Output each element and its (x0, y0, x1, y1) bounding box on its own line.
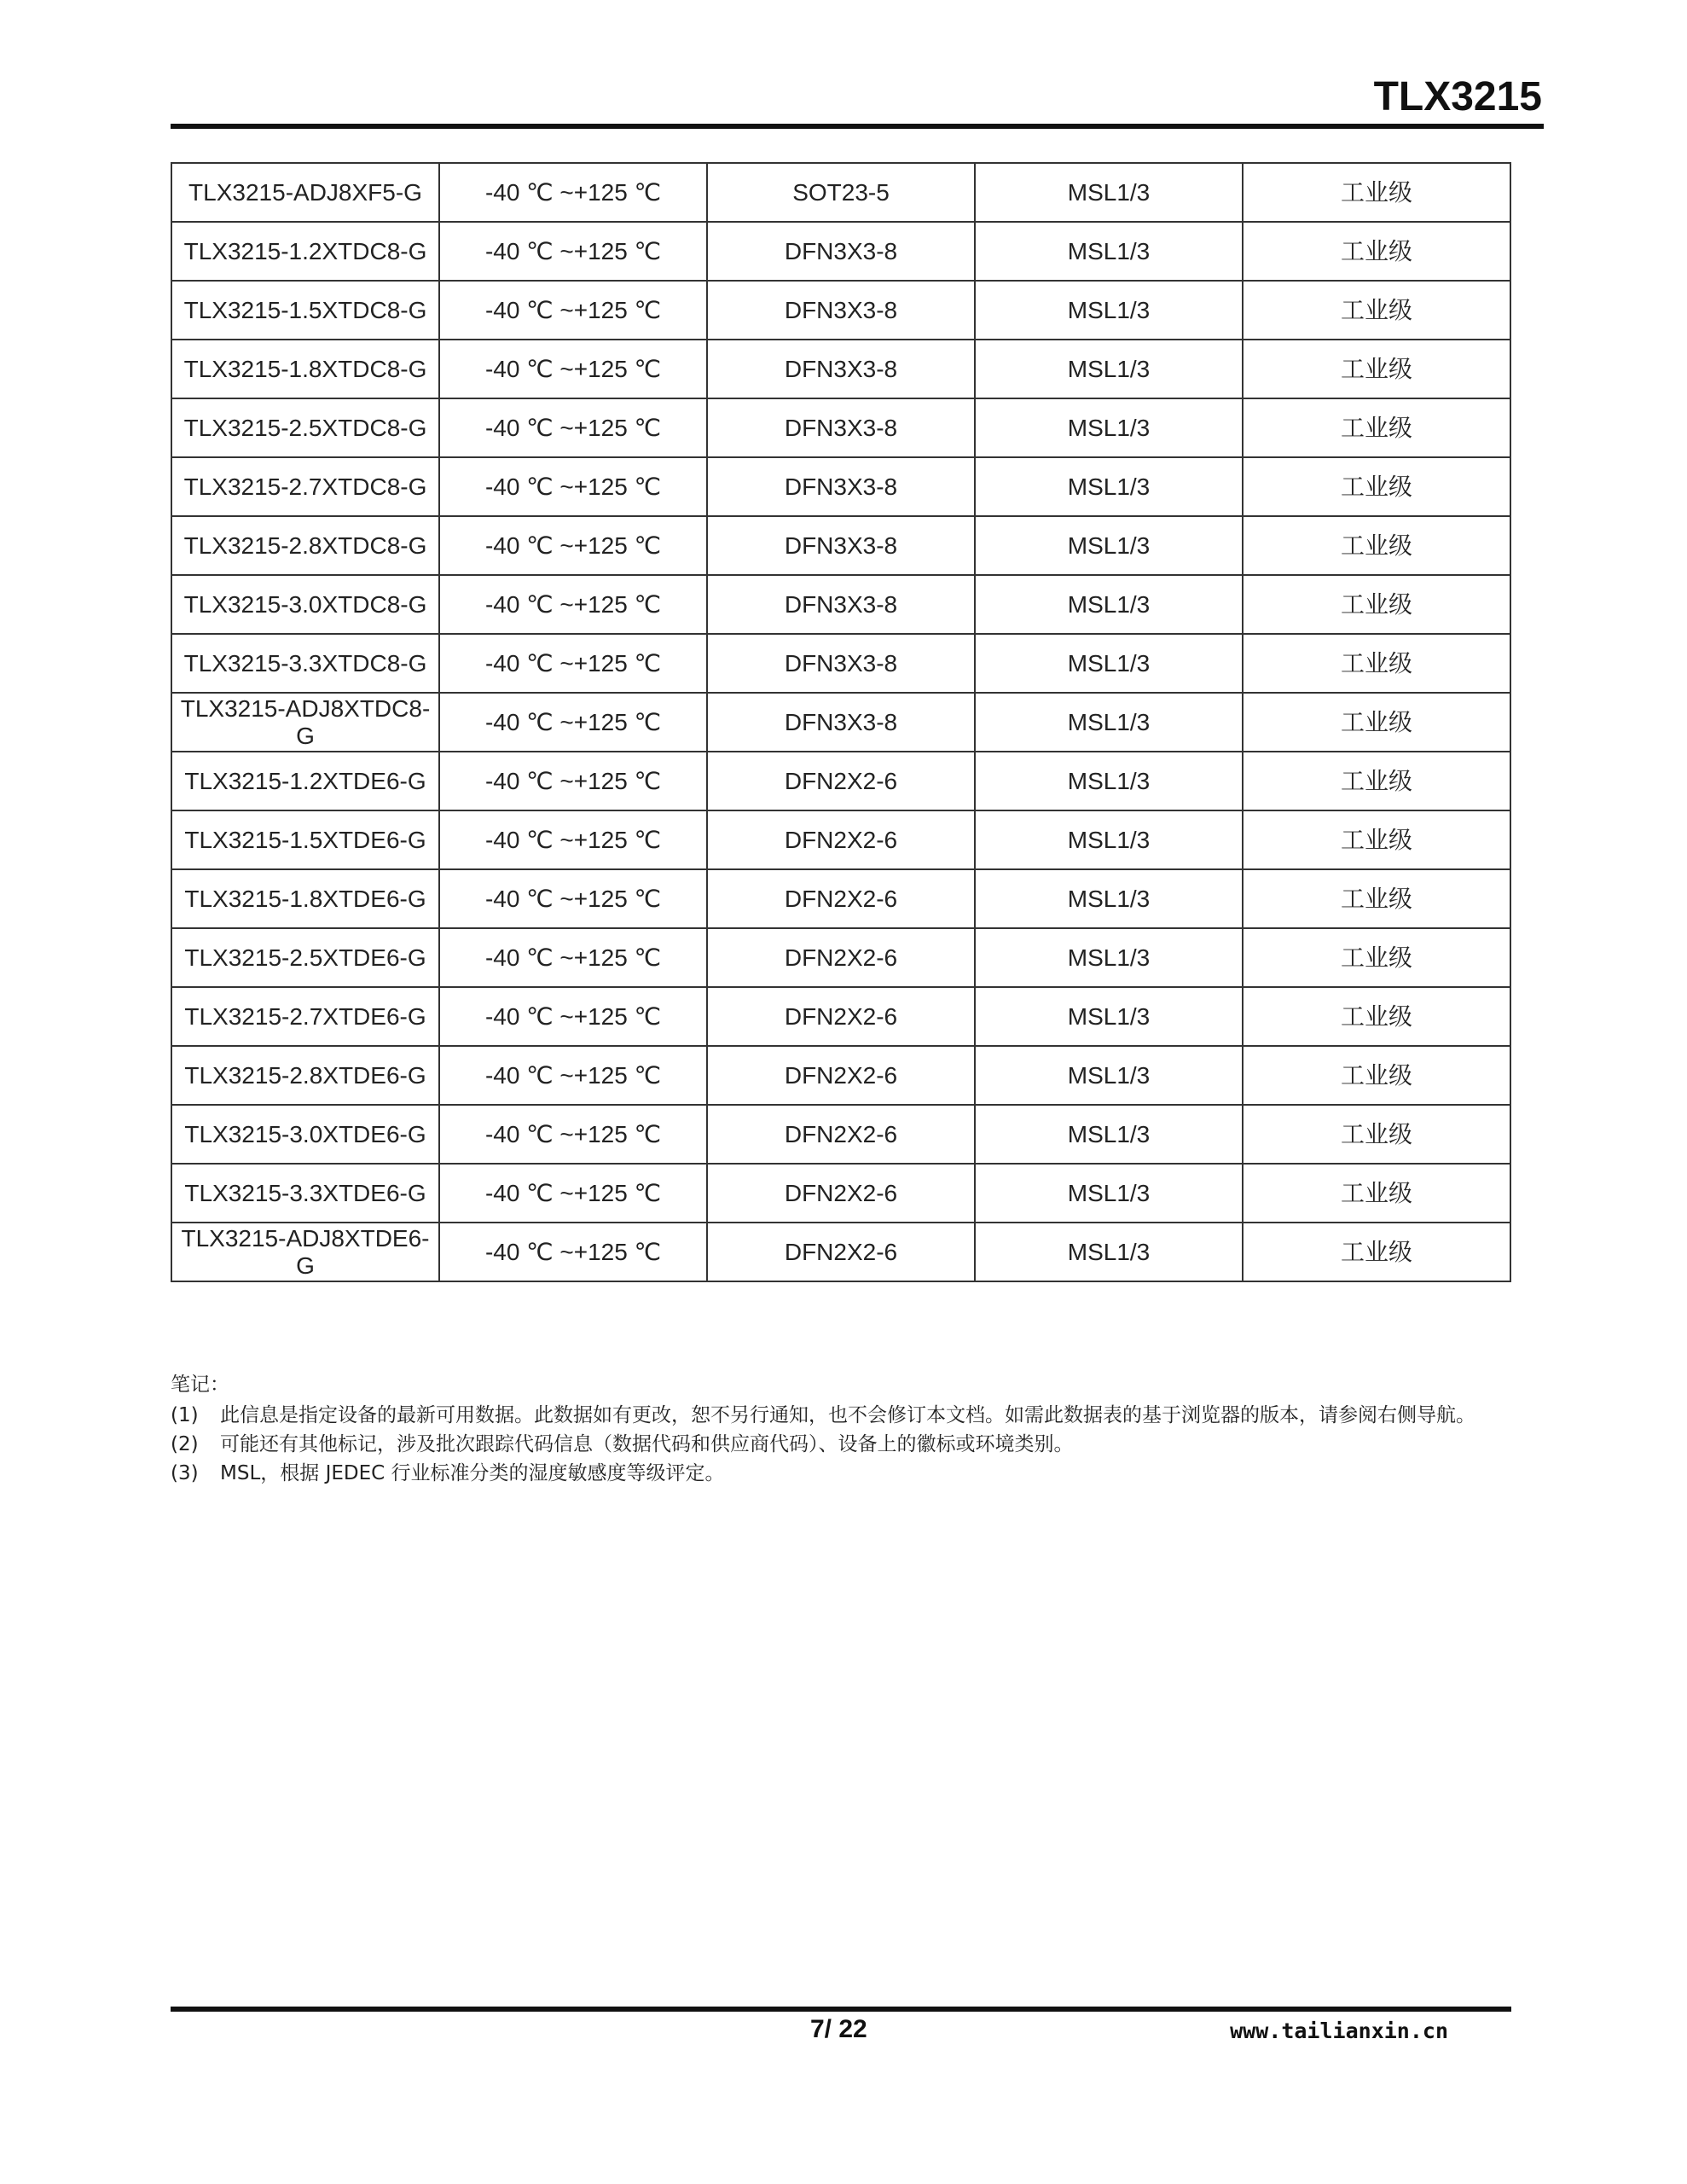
table-row (171, 810, 1510, 869)
note-text: 此信息是指定设备的最新可用数据。此数据如有更改，恕不另行通知，也不会修订本文档。如需此数据表的基于浏览器的版本，请参阅右侧导航。 (220, 1404, 1475, 1426)
temperature-range-cell: -40 ℃ ~+125 ℃ (439, 281, 707, 340)
grade-cell: 工业级 (1243, 457, 1510, 516)
part-number-cell: TLX3215-1.5XTDE6-G (171, 810, 439, 869)
grade-cell: 工业级 (1243, 1223, 1510, 1281)
note-number: (2) (171, 1433, 199, 1455)
package-cell: DFN3X3-8 (707, 398, 975, 457)
table-row (171, 634, 1510, 693)
table-row (171, 516, 1510, 575)
part-number-cell: TLX3215-1.5XTDC8-G (171, 281, 439, 340)
part-number-cell: TLX3215-2.8XTDE6-G (171, 1046, 439, 1105)
part-number-cell: TLX3215-2.7XTDC8-G (171, 457, 439, 516)
temperature-range-cell: -40 ℃ ~+125 ℃ (439, 693, 707, 752)
document-title: TLX3215 (1373, 74, 1542, 119)
package-cell: DFN2X2-6 (707, 987, 975, 1046)
website-url: www.tailianxin.cn (1230, 2018, 1448, 2043)
grade-cell: 工业级 (1243, 1105, 1510, 1164)
grade-cell: 工业级 (1243, 1164, 1510, 1223)
msl-cell: MSL1/3 (975, 398, 1243, 457)
grade-cell: 工业级 (1243, 340, 1510, 398)
table-row (171, 1046, 1510, 1105)
page-number: 7/ 22 (810, 2015, 867, 2043)
package-cell: DFN3X3-8 (707, 634, 975, 693)
footer-divider (171, 2007, 1511, 2012)
table-row (171, 1164, 1510, 1223)
part-number-cell: TLX3215-2.8XTDC8-G (171, 516, 439, 575)
msl-cell: MSL1/3 (975, 928, 1243, 987)
part-number-cell: TLX3215-2.5XTDC8-G (171, 398, 439, 457)
grade-cell: 工业级 (1243, 516, 1510, 575)
package-cell: DFN3X3-8 (707, 516, 975, 575)
note-number: (3) (171, 1462, 199, 1484)
table-row (171, 340, 1510, 398)
table-body (171, 163, 1510, 1281)
temperature-range-cell: -40 ℃ ~+125 ℃ (439, 398, 707, 457)
msl-cell: MSL1/3 (975, 340, 1243, 398)
package-cell: DFN2X2-6 (707, 1223, 975, 1281)
part-number-cell: TLX3215-ADJ8XF5-G (171, 163, 439, 222)
part-number-cell: TLX3215-1.8XTDC8-G (171, 340, 439, 398)
table-row (171, 457, 1510, 516)
grade-cell: 工业级 (1243, 869, 1510, 928)
table-row (171, 1223, 1510, 1281)
table-row (171, 928, 1510, 987)
grade-cell: 工业级 (1243, 163, 1510, 222)
package-cell: DFN3X3-8 (707, 340, 975, 398)
temperature-range-cell: -40 ℃ ~+125 ℃ (439, 810, 707, 869)
temperature-range-cell: -40 ℃ ~+125 ℃ (439, 928, 707, 987)
temperature-range-cell: -40 ℃ ~+125 ℃ (439, 163, 707, 222)
temperature-range-cell: -40 ℃ ~+125 ℃ (439, 222, 707, 281)
part-number-cell: TLX3215-3.3XTDE6-G (171, 1164, 439, 1223)
msl-cell: MSL1/3 (975, 1046, 1243, 1105)
note-item (171, 1459, 1514, 1488)
table-row (171, 222, 1510, 281)
grade-cell: 工业级 (1243, 752, 1510, 810)
grade-cell: 工业级 (1243, 222, 1510, 281)
msl-cell: MSL1/3 (975, 575, 1243, 634)
temperature-range-cell: -40 ℃ ~+125 ℃ (439, 634, 707, 693)
notes-title: 笔记： (171, 1374, 229, 1396)
grade-cell: 工业级 (1243, 634, 1510, 693)
part-number-cell: TLX3215-ADJ8XTDE6-G (171, 1223, 439, 1281)
temperature-range-cell: -40 ℃ ~+125 ℃ (439, 1223, 707, 1281)
part-number-cell: TLX3215-3.0XTDC8-G (171, 575, 439, 634)
part-number-cell: TLX3215-2.5XTDE6-G (171, 928, 439, 987)
package-cell: DFN3X3-8 (707, 575, 975, 634)
note-number: (1) (171, 1404, 199, 1426)
note-item (171, 1401, 1514, 1430)
note-text: MSL，根据 JEDEC 行业标准分类的湿度敏感度等级评定。 (220, 1462, 725, 1484)
grade-cell: 工业级 (1243, 575, 1510, 634)
part-number-cell: TLX3215-1.2XTDC8-G (171, 222, 439, 281)
msl-cell: MSL1/3 (975, 222, 1243, 281)
msl-cell: MSL1/3 (975, 281, 1243, 340)
grade-cell: 工业级 (1243, 928, 1510, 987)
grade-cell: 工业级 (1243, 987, 1510, 1046)
temperature-range-cell: -40 ℃ ~+125 ℃ (439, 340, 707, 398)
msl-cell: MSL1/3 (975, 752, 1243, 810)
package-cell: DFN2X2-6 (707, 1046, 975, 1105)
note-item (171, 1430, 1514, 1459)
part-number-cell: TLX3215-2.7XTDE6-G (171, 987, 439, 1046)
part-number-cell: TLX3215-ADJ8XTDC8-G (171, 693, 439, 752)
part-number-cell: TLX3215-1.8XTDE6-G (171, 869, 439, 928)
grade-cell: 工业级 (1243, 281, 1510, 340)
temperature-range-cell: -40 ℃ ~+125 ℃ (439, 1046, 707, 1105)
package-cell: DFN2X2-6 (707, 1105, 975, 1164)
msl-cell: MSL1/3 (975, 516, 1243, 575)
msl-cell: MSL1/3 (975, 163, 1243, 222)
package-cell: DFN2X2-6 (707, 1164, 975, 1223)
table-row (171, 1105, 1510, 1164)
part-number-cell: TLX3215-3.0XTDE6-G (171, 1105, 439, 1164)
msl-cell: MSL1/3 (975, 810, 1243, 869)
table-row (171, 163, 1510, 222)
msl-cell: MSL1/3 (975, 693, 1243, 752)
table-row (171, 281, 1510, 340)
package-cell: SOT23-5 (707, 163, 975, 222)
temperature-range-cell: -40 ℃ ~+125 ℃ (439, 516, 707, 575)
table-row (171, 752, 1510, 810)
package-cell: DFN2X2-6 (707, 928, 975, 987)
temperature-range-cell: -40 ℃ ~+125 ℃ (439, 869, 707, 928)
header-divider (171, 124, 1544, 129)
table-row (171, 869, 1510, 928)
msl-cell: MSL1/3 (975, 457, 1243, 516)
msl-cell: MSL1/3 (975, 987, 1243, 1046)
package-cell: DFN3X3-8 (707, 281, 975, 340)
package-cell: DFN2X2-6 (707, 869, 975, 928)
table-row (171, 575, 1510, 634)
grade-cell: 工业级 (1243, 1046, 1510, 1105)
grade-cell: 工业级 (1243, 398, 1510, 457)
grade-cell: 工业级 (1243, 693, 1510, 752)
msl-cell: MSL1/3 (975, 869, 1243, 928)
part-number-cell: TLX3215-3.3XTDC8-G (171, 634, 439, 693)
temperature-range-cell: -40 ℃ ~+125 ℃ (439, 1164, 707, 1223)
temperature-range-cell: -40 ℃ ~+125 ℃ (439, 752, 707, 810)
temperature-range-cell: -40 ℃ ~+125 ℃ (439, 987, 707, 1046)
msl-cell: MSL1/3 (975, 634, 1243, 693)
table-row (171, 987, 1510, 1046)
msl-cell: MSL1/3 (975, 1164, 1243, 1223)
notes-section (171, 1370, 1514, 1488)
ordering-info-table (171, 162, 1511, 1282)
temperature-range-cell: -40 ℃ ~+125 ℃ (439, 457, 707, 516)
package-cell: DFN3X3-8 (707, 693, 975, 752)
msl-cell: MSL1/3 (975, 1223, 1243, 1281)
package-cell: DFN2X2-6 (707, 810, 975, 869)
temperature-range-cell: -40 ℃ ~+125 ℃ (439, 1105, 707, 1164)
package-cell: DFN2X2-6 (707, 752, 975, 810)
note-text: 可能还有其他标记，涉及批次跟踪代码信息（数据代码和供应商代码）、设备上的徽标或环境类别。 (220, 1433, 1074, 1455)
table-row (171, 693, 1510, 752)
package-cell: DFN3X3-8 (707, 222, 975, 281)
package-cell: DFN3X3-8 (707, 457, 975, 516)
part-number-cell: TLX3215-1.2XTDE6-G (171, 752, 439, 810)
temperature-range-cell: -40 ℃ ~+125 ℃ (439, 575, 707, 634)
msl-cell: MSL1/3 (975, 1105, 1243, 1164)
table-row (171, 398, 1510, 457)
grade-cell: 工业级 (1243, 810, 1510, 869)
